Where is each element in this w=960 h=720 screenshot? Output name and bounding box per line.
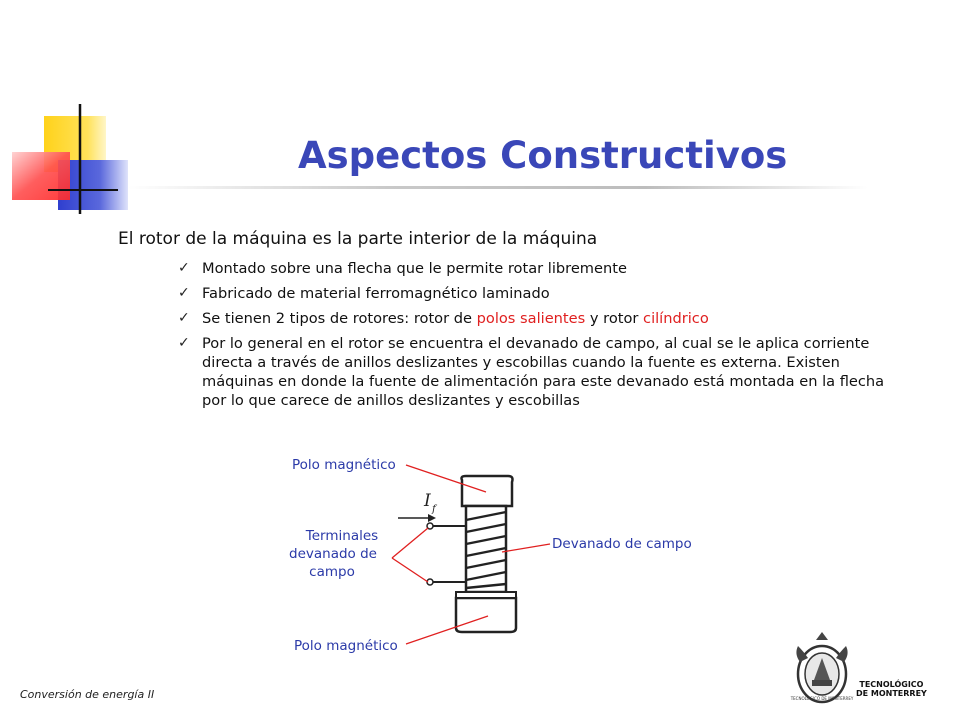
intro-text: El rotor de la máquina es la parte interior de la máquina — [118, 229, 598, 249]
tec-seal-logo — [790, 628, 858, 708]
label-winding: Devanado de campo — [552, 536, 692, 552]
checkmark-icon: ✓ — [178, 335, 190, 351]
title-underline — [128, 186, 868, 189]
bottom-pole — [456, 598, 516, 632]
bullet-item — [178, 259, 908, 278]
bullet-text: Por lo general en el rotor se encuentra el devanado de campo, al cual se le aplica corriente directa a través de anillos deslizantes y escobillas cuando la fuente es externa. Existen máquinas en donde la fuente de alimentación para este devanado está montada en la flecha por lo que carece de anillos deslizantes y escobillas — [202, 335, 885, 409]
bullet-text: Montado sobre una flecha que le permite rotar libremente — [202, 260, 627, 277]
current-symbol: I — [424, 491, 431, 511]
bullet-list — [178, 259, 908, 416]
highlight-cylindrical: cilíndrico — [643, 310, 709, 327]
rotor-diagram — [260, 448, 720, 658]
checkmark-icon: ✓ — [178, 310, 190, 326]
logo-line-2: DE MONTERREY — [856, 689, 927, 698]
bullet-text: Fabricado de material ferromagnético laminado — [202, 285, 550, 302]
label-top-pole: Polo magnético — [292, 457, 396, 473]
current-subscript: f — [432, 504, 436, 515]
current-arrow-icon — [428, 514, 436, 522]
label-terminals-3: campo — [309, 564, 355, 580]
bullet-item — [178, 284, 908, 303]
logo-text — [856, 680, 927, 698]
bullet-item — [178, 334, 908, 410]
slide-title: Aspectos Constructivos — [298, 134, 788, 177]
course-footer: Conversión de energía II — [20, 688, 155, 701]
highlight-salient-poles: polos salientes — [476, 310, 586, 327]
bullet-text: Se tienen 2 tipos de rotores: rotor de — [202, 310, 477, 327]
bullet-text-mid: y rotor — [585, 310, 644, 327]
label-bottom-pole: Polo magnético — [294, 638, 398, 654]
checkmark-icon: ✓ — [178, 285, 190, 301]
checkmark-icon: ✓ — [178, 260, 190, 276]
logo-line-1: TECNOLÓGICO — [859, 680, 924, 689]
label-terminals-2: devanado de — [289, 546, 377, 562]
svg-text:TECNOLÓGICO DE MONTERREY: TECNOLÓGICO DE MONTERREY — [790, 696, 854, 701]
corner-decoration — [0, 0, 140, 220]
bullet-item — [178, 309, 908, 328]
label-terminals-1: Terminales — [305, 528, 379, 544]
top-pole — [462, 476, 513, 506]
